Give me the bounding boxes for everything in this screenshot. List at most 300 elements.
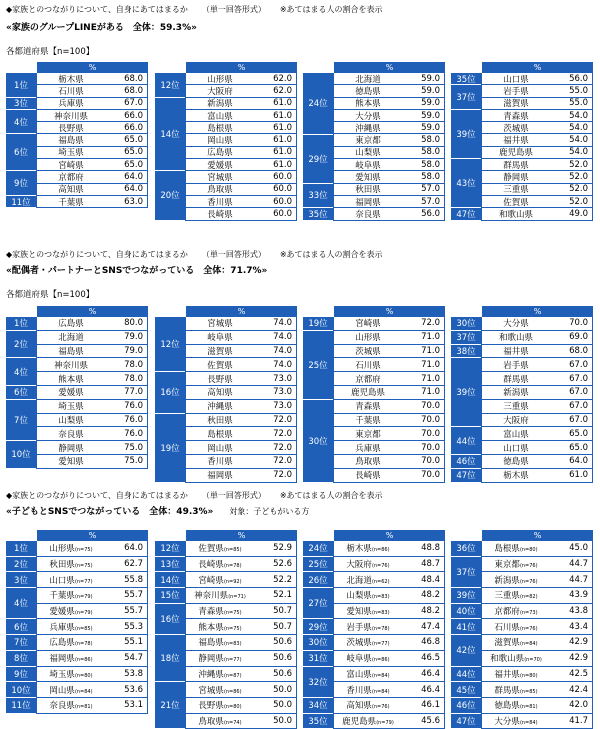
prefecture-label: 滋賀県 (503, 99, 529, 110)
heading-note: ※あてはまる人の割合を表示 (279, 250, 383, 259)
rank-cell: 31位 (303, 651, 333, 667)
subtitle-text: «家族のグループLINEがある 全体：59.3%» (6, 23, 197, 33)
prefecture-label: 高知県 (207, 388, 233, 399)
prefecture-name (482, 684, 550, 696)
prefecture-name (334, 652, 402, 664)
prefecture-label: 岐阜県 (346, 654, 372, 665)
percent-value: 58.0 (421, 172, 440, 183)
prefecture-name (334, 345, 402, 357)
rank-cell: 30位 (451, 317, 481, 331)
pref-rows (185, 541, 297, 729)
prefecture-name (186, 134, 254, 146)
table-row (185, 557, 297, 573)
rank-cell: 18位 (155, 635, 185, 682)
ranking-column (303, 306, 445, 483)
table-row (481, 372, 593, 386)
rank-cell: 14位 (155, 98, 185, 172)
header-spacer (303, 530, 333, 541)
sample-size: (n=75) (223, 625, 242, 632)
percent-value: 57.0 (421, 184, 440, 195)
prefecture-label: 和歌山県 (498, 333, 533, 344)
table-row (36, 317, 148, 331)
prefecture-label: 沖縄県 (198, 669, 224, 680)
prefecture-label: 愛媛県 (49, 607, 75, 618)
percent-header: % (482, 62, 593, 73)
sample-size: (n=78) (223, 563, 242, 570)
prefecture-label: 北海道 (58, 333, 84, 344)
prefecture-name (186, 183, 254, 195)
sample-size: (n=84) (371, 688, 390, 695)
column-header (155, 306, 297, 317)
prefecture-label: 茨城県 (346, 638, 372, 649)
table-row (481, 122, 593, 134)
prefecture-name (482, 605, 550, 617)
percent-value: 43.4 (569, 621, 588, 632)
section-heading (6, 249, 383, 261)
percent-value: 52.1 (273, 590, 292, 601)
prefecture-label: 新潟県 (494, 575, 520, 586)
prefecture-label: 福岡県 (355, 197, 381, 208)
prefecture-label: 熊本県 (355, 99, 381, 110)
prefecture-label: 神奈川県 (53, 360, 88, 371)
prefecture-label: 和歌山県 (490, 654, 525, 665)
percent-value: 55.0 (569, 85, 588, 96)
percent-value: 45.6 (421, 715, 440, 726)
prefecture-label: 群馬県 (494, 685, 520, 696)
table-row (185, 588, 297, 604)
rank-cell: 40位 (451, 604, 481, 620)
percent-value: 72.0 (421, 318, 440, 329)
prefecture-name (334, 110, 402, 122)
prefecture-label: 福井県 (494, 669, 520, 680)
percent-value: 54.0 (569, 122, 588, 133)
rank-cell: 6位 (6, 134, 36, 171)
ranking-column (155, 306, 297, 483)
prefecture-name (482, 469, 550, 481)
percent-value: 71.0 (421, 373, 440, 384)
column-body (6, 73, 148, 208)
prefecture-name (186, 542, 254, 554)
table-row (481, 208, 593, 220)
rank-cell: 44位 (451, 667, 481, 683)
prefecture-name (186, 668, 254, 680)
prefecture-label: 埼玉県 (58, 148, 84, 159)
prefecture-name (482, 558, 550, 570)
table-row (185, 619, 297, 635)
sample-size: (n=78) (371, 625, 390, 632)
percent-value: 52.0 (569, 196, 588, 207)
column-body (155, 541, 297, 729)
percent-value: 61.0 (273, 110, 292, 121)
prefecture-label: 京都府 (58, 173, 84, 184)
percent-value: 47.4 (421, 621, 440, 632)
rank-cell: 1位 (6, 541, 36, 557)
prefecture-label: 奈良県 (355, 209, 381, 220)
percent-value: 70.0 (421, 442, 440, 453)
table-row (481, 698, 593, 714)
prefecture-label: 佐賀県 (198, 544, 224, 555)
prefecture-label: 長崎県 (355, 471, 381, 482)
percent-value: 70.0 (421, 414, 440, 425)
prefecture-name (186, 159, 254, 171)
prefecture-label: 千葉県 (355, 415, 381, 426)
table-row (481, 414, 593, 428)
table-row (481, 557, 593, 573)
prefecture-name (334, 196, 402, 208)
prefecture-label: 山梨県 (355, 148, 381, 159)
prefecture-name (334, 605, 402, 617)
percent-value: 50.6 (273, 637, 292, 648)
prefecture-name (334, 699, 402, 711)
rank-cell: 39位 (451, 588, 481, 604)
sample-size: (n=79) (376, 719, 394, 726)
column-header (6, 62, 148, 73)
percent-value: 66.0 (124, 122, 143, 133)
percent-header: % (334, 62, 445, 73)
rank-cell: 4位 (6, 588, 36, 619)
percent-value: 54.0 (569, 135, 588, 146)
percent-value: 60.0 (273, 208, 292, 219)
prefecture-name (37, 652, 105, 664)
prefecture-label: 高知県 (346, 701, 372, 712)
percent-value: 67.0 (569, 401, 588, 412)
prefecture-label: 茨城県 (355, 346, 381, 357)
table-row (36, 147, 148, 159)
table-row (36, 159, 148, 171)
table-row (481, 469, 593, 483)
prefecture-name (482, 122, 550, 134)
rank-cells (6, 541, 36, 714)
prefecture-name (334, 589, 402, 601)
prefecture-label: 岩手県 (346, 622, 372, 633)
prefecture-name (482, 373, 550, 385)
prefecture-name (186, 574, 254, 586)
prefecture-label: 滋賀県 (207, 346, 233, 357)
prefecture-label: 鹿児島県 (350, 388, 385, 399)
sample-size: (n=86) (371, 657, 390, 664)
prefecture-name (37, 574, 105, 586)
percent-value: 70.0 (421, 428, 440, 439)
prefecture-label: 鳥取県 (198, 716, 224, 727)
prefecture-label: 東京都 (355, 429, 381, 440)
table-row (333, 400, 445, 414)
percent-value: 42.9 (569, 653, 588, 664)
prefecture-label: 静岡県 (58, 443, 84, 454)
column-body (155, 317, 297, 483)
rank-cell: 10位 (6, 441, 36, 469)
table-row (36, 85, 148, 97)
table-row (36, 572, 148, 588)
column-header (6, 306, 148, 317)
prefecture-label: 石川県 (58, 86, 84, 97)
percent-value: 70.0 (569, 318, 588, 329)
table-row (36, 73, 148, 85)
pref-rows (185, 317, 297, 483)
prefecture-label: 大阪府 (346, 560, 372, 571)
rank-cell: 4位 (6, 110, 36, 135)
prefecture-name (482, 621, 550, 633)
rank-cell: 46位 (451, 455, 481, 469)
percent-value: 54.0 (569, 110, 588, 121)
table-row (36, 667, 148, 683)
table-row (481, 110, 593, 122)
prefecture-label: 大阪府 (207, 86, 233, 97)
prefecture-name (334, 400, 402, 412)
percent-value: 57.0 (421, 196, 440, 207)
prefecture-label: 北海道 (355, 74, 381, 85)
prefecture-label: 山口県 (49, 575, 75, 586)
table-row (36, 386, 148, 400)
percent-value: 55.7 (124, 606, 143, 617)
prefecture-name (482, 668, 550, 680)
prefecture-name (186, 196, 254, 208)
prefecture-label: 大分県 (494, 716, 520, 727)
percent-value: 49.0 (569, 208, 588, 219)
percent-value: 58.0 (421, 159, 440, 170)
prefecture-name (37, 699, 105, 711)
heading-main: ◆家族とのつながりについて、自身にあてはまるか (6, 5, 188, 14)
sample-size: (n=76) (519, 563, 538, 570)
percent-value: 55.7 (124, 590, 143, 601)
prefecture-label: 宮崎県 (355, 319, 381, 330)
table-row (185, 667, 297, 683)
prefecture-name (482, 85, 550, 97)
table-row (36, 98, 148, 110)
prefecture-name (37, 621, 105, 633)
table-row (36, 110, 148, 122)
percent-header: % (334, 530, 445, 541)
rank-cells (451, 73, 481, 221)
percent-value: 43.9 (569, 590, 588, 601)
table-row (185, 171, 297, 183)
header-spacer (451, 530, 481, 541)
prefecture-name (334, 442, 402, 454)
prefecture-name (482, 134, 550, 146)
column-body (451, 317, 593, 483)
table-row (36, 455, 148, 469)
table-row (481, 714, 593, 729)
prefecture-name (482, 183, 550, 195)
percent-value: 77.0 (124, 387, 143, 398)
prefecture-label: 宮城県 (198, 685, 224, 696)
sample-size: (n=75) (223, 610, 242, 617)
prefecture-name (186, 428, 254, 440)
percent-value: 65.0 (569, 442, 588, 453)
rank-cell: 37位 (451, 557, 481, 588)
percent-value: 71.0 (421, 345, 440, 356)
table-row (333, 469, 445, 483)
prefecture-label: 山梨県 (58, 415, 84, 426)
prefecture-name (186, 331, 254, 343)
sample-size: (n=76) (371, 563, 390, 570)
percent-value: 52.9 (273, 543, 292, 554)
prefecture-label: 広島県 (207, 148, 233, 159)
percent-value: 54.0 (569, 147, 588, 158)
heading-main: ◆家族とのつながりについて、自身にあてはまるか (6, 250, 188, 259)
rank-cell: 12位 (155, 317, 185, 372)
rank-cell: 16位 (155, 372, 185, 413)
prefecture-name (37, 134, 105, 146)
prefecture-name (186, 621, 254, 633)
table-row (36, 184, 148, 196)
prefecture-label: 群馬県 (503, 374, 529, 385)
sample-size: (n=82) (519, 594, 538, 601)
prefecture-label: 愛知県 (346, 607, 372, 618)
rank-cell: 36位 (451, 541, 481, 557)
percent-value: 65.0 (124, 159, 143, 170)
percent-header: % (186, 62, 297, 73)
table-row (481, 572, 593, 588)
column-header (451, 306, 593, 317)
sample-size: (n=81) (74, 704, 93, 711)
prefecture-label: 愛知県 (355, 173, 381, 184)
rank-cell: 10位 (6, 682, 36, 698)
prefecture-name (334, 668, 402, 680)
prefecture-name (37, 668, 105, 680)
rank-cell: 9位 (6, 171, 36, 196)
prefecture-name (482, 542, 550, 554)
rank-cell: 32位 (303, 667, 333, 698)
table-row (185, 317, 297, 331)
percent-value: 59.0 (421, 73, 440, 84)
prefecture-name (37, 542, 105, 554)
prefecture-name (186, 699, 254, 711)
prefecture-name (482, 196, 550, 208)
rank-cell: 47位 (451, 469, 481, 483)
rank-cell: 39位 (451, 358, 481, 427)
ranking-column (303, 62, 445, 221)
prefecture-name (334, 146, 402, 158)
percent-value: 52.2 (273, 574, 292, 585)
table-row (36, 372, 148, 386)
column-body (451, 541, 593, 729)
rank-cell: 8位 (6, 651, 36, 667)
prefecture-label: 兵庫県 (58, 99, 84, 110)
table-row (333, 85, 445, 97)
prefecture-label: 山形県 (207, 74, 233, 85)
rank-cell: 19位 (303, 317, 333, 331)
table-row (481, 619, 593, 635)
prefecture-name (37, 331, 105, 343)
percent-value: 62.0 (273, 85, 292, 96)
pref-rows (481, 73, 593, 221)
prefecture-name (482, 699, 550, 711)
prefecture-label: 石川県 (355, 360, 381, 371)
percent-value: 59.0 (421, 98, 440, 109)
section-heading (6, 490, 383, 502)
header-spacer (155, 306, 185, 317)
percent-value: 67.0 (569, 414, 588, 425)
rank-cells (303, 317, 333, 483)
rank-cell: 2位 (6, 557, 36, 573)
table-row (333, 698, 445, 714)
prefecture-name (186, 317, 254, 329)
prefecture-name (186, 146, 254, 158)
table-row (333, 196, 445, 208)
prefecture-name (37, 636, 105, 648)
sample-size: (n=85) (74, 625, 93, 632)
sample-size: (n=62) (371, 578, 390, 585)
column-body (303, 317, 445, 483)
prefecture-label: 奈良県 (49, 701, 75, 712)
percent-value: 61.0 (273, 122, 292, 133)
percent-value: 79.0 (124, 332, 143, 343)
prefecture-label: 熊本県 (198, 622, 224, 633)
percent-value: 52.0 (569, 159, 588, 170)
percent-value: 60.0 (273, 172, 292, 183)
prefecture-label: 山口県 (503, 443, 529, 454)
rank-cells (6, 317, 36, 469)
table-row (481, 604, 593, 620)
percent-header: % (334, 306, 445, 317)
table-row (333, 651, 445, 667)
table-row (185, 400, 297, 414)
section-subtitle (6, 265, 267, 277)
prefecture-label: 岡山県 (49, 685, 75, 696)
percent-value: 52.0 (569, 172, 588, 183)
prefecture-name (482, 428, 550, 440)
prefecture-name (37, 159, 105, 171)
percent-value: 72.0 (273, 470, 292, 481)
percent-value: 55.0 (569, 98, 588, 109)
prefecture-label: 千葉県 (58, 197, 84, 208)
prefecture-name (37, 73, 105, 85)
sample-size: (n=77) (371, 641, 390, 648)
table-row (185, 358, 297, 372)
prefecture-label: 富山県 (503, 429, 529, 440)
prefecture-label: 東京都 (494, 560, 520, 571)
table-row (333, 588, 445, 604)
sample-size: (n=79) (74, 594, 93, 601)
prefecture-name (37, 97, 105, 109)
pref-rows (481, 317, 593, 483)
prefecture-label: 愛媛県 (207, 160, 233, 171)
percent-value: 56.0 (421, 208, 440, 219)
prefecture-label: 埼玉県 (49, 669, 75, 680)
prefecture-label: 京都府 (494, 607, 520, 618)
prefecture-label: 三重県 (494, 591, 520, 602)
sample-size: (n=77) (223, 657, 242, 664)
rank-cells (155, 317, 185, 483)
percent-value: 70.0 (421, 456, 440, 467)
prefecture-label: 福井県 (503, 346, 529, 357)
prefecture-label: 福島県 (198, 638, 224, 649)
target-note: 対象：子どもがいる方 (229, 507, 310, 516)
table-row (481, 85, 593, 97)
percent-value: 48.4 (421, 574, 440, 585)
table-row (36, 171, 148, 183)
prefecture-name (37, 110, 105, 122)
rank-cell: 30位 (303, 635, 333, 651)
rank-cell: 37位 (451, 85, 481, 110)
prefecture-label: 島根県 (207, 123, 233, 134)
rank-cell: 3位 (6, 572, 36, 588)
rank-cell: 39位 (451, 110, 481, 159)
prefecture-label: 高知県 (58, 185, 84, 196)
prefecture-name (186, 97, 254, 109)
table-row (185, 455, 297, 469)
table-row (185, 714, 297, 729)
sample-size: (n=74) (223, 719, 242, 726)
percent-value: 76.0 (124, 414, 143, 425)
prefecture-label: 静岡県 (198, 654, 224, 665)
percent-value: 75.0 (124, 442, 143, 453)
rank-cell: 35位 (303, 208, 333, 220)
sample-size: (n=84) (519, 641, 538, 648)
prefecture-name (482, 386, 550, 398)
pref-rows (36, 73, 148, 208)
table-row (481, 400, 593, 414)
